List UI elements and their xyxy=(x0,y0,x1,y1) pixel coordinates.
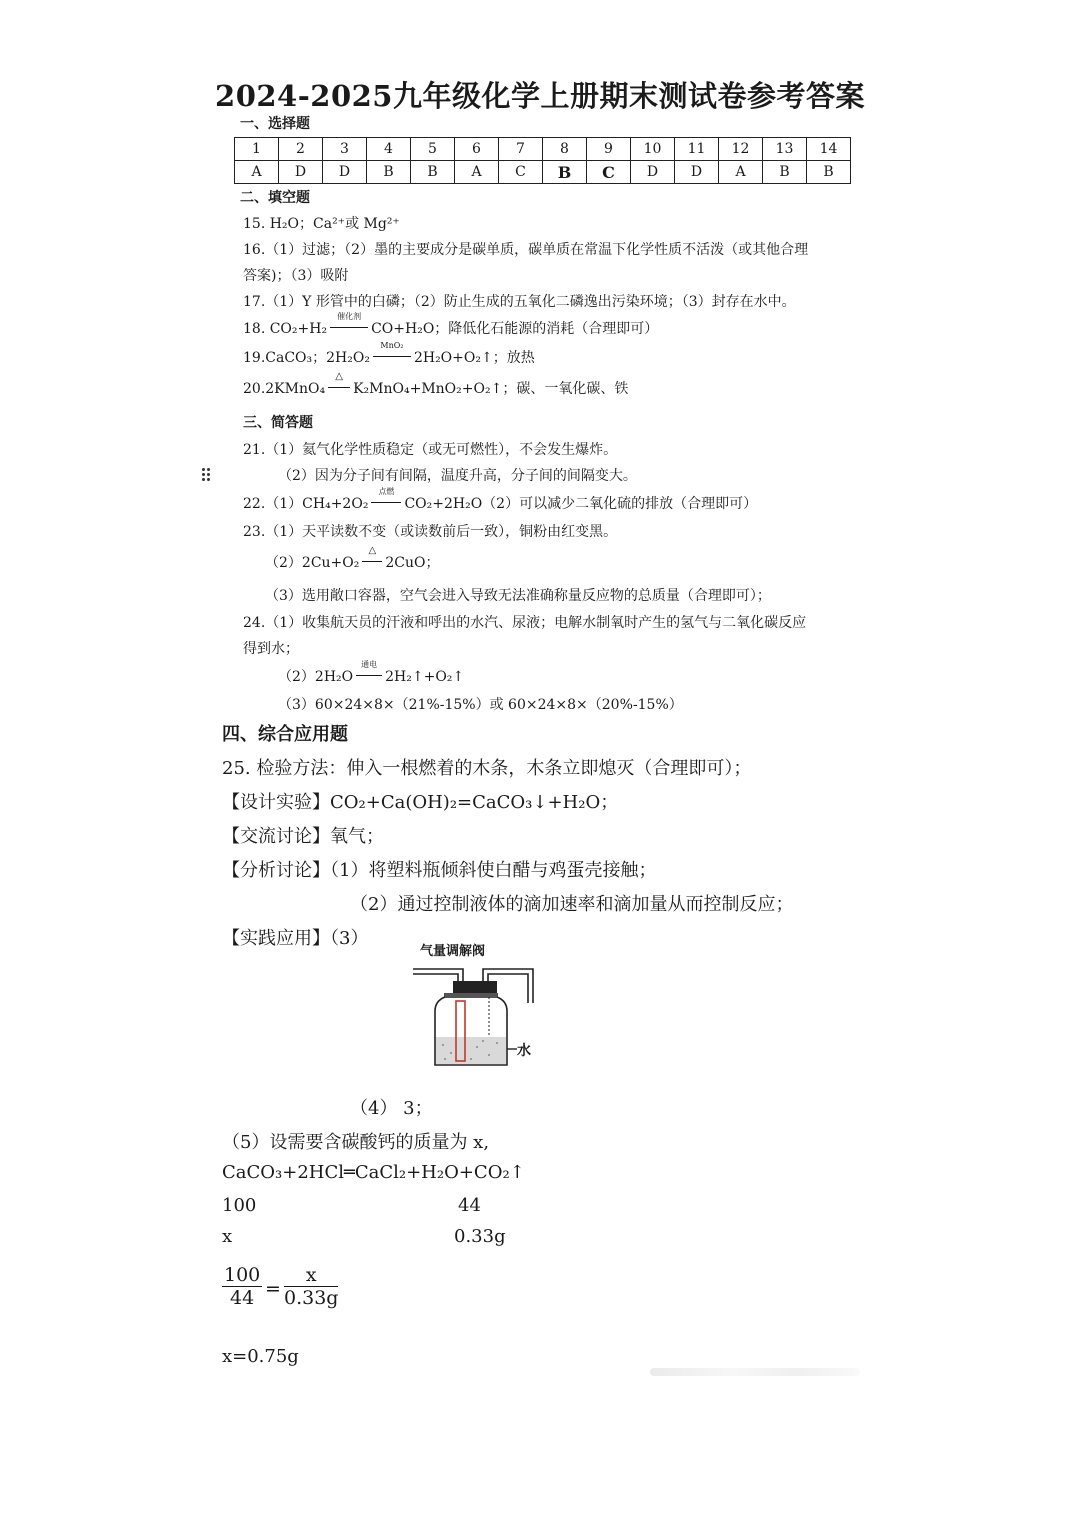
answer-19 xyxy=(243,341,535,367)
ratio-row2-right: 0.33g xyxy=(454,1226,506,1247)
rubber-stopper xyxy=(453,981,497,993)
answer-table xyxy=(234,137,851,184)
reaction-condition: 点燃 xyxy=(369,496,403,512)
table-cell: D xyxy=(279,161,323,184)
table-cell: 4 xyxy=(367,138,411,161)
table-cell: 11 xyxy=(675,138,719,161)
answer-24-1b: 得到水； xyxy=(243,641,299,657)
equation-right: CO+H₂O；降低化石能源的消耗（合理即可） xyxy=(371,321,659,337)
answer-17: 17.（1）Y 形管中的白磷；（2）防止生成的五氧化二磷逸出污染环境；（3）封存在水中。 xyxy=(243,294,796,310)
drag-handle-icon[interactable] xyxy=(202,468,212,484)
reaction-condition: 通电 xyxy=(354,669,384,685)
table-cell: D xyxy=(631,161,675,184)
water-label: 水 xyxy=(517,1043,531,1059)
answer-24-2 xyxy=(278,660,465,686)
table-cell: 9 xyxy=(587,138,631,161)
ratio-row1-left: 100 xyxy=(222,1195,257,1216)
table-cell: 13 xyxy=(763,138,807,161)
section-comprehensive-heading: 四、综合应用题 xyxy=(222,724,348,745)
answer-23-1: 23.（1）天平读数不变（或读数前后一致），铜粉由红变黑。 xyxy=(243,524,618,540)
section-choice-heading: 一、选择题 xyxy=(240,116,310,132)
answer-21-2: （2）因为分子间有间隔，温度升高，分子间的间隔变大。 xyxy=(278,468,637,484)
table-cell: 8 xyxy=(543,138,587,161)
answer-21-1: 21.（1）氦气化学性质稳定（或无可燃性），不会发生爆炸。 xyxy=(243,442,618,458)
table-cell: 6 xyxy=(455,138,499,161)
practice-application: 【实践应用】（3） xyxy=(222,928,369,949)
valve-label: 气量调解阀 xyxy=(420,944,486,959)
answer-25-5-intro: （5）设需要含碳酸钙的质量为 x, xyxy=(222,1132,490,1153)
answer-23-2 xyxy=(265,545,440,572)
equation-left: 22.（1）CH₄+2O₂ xyxy=(243,496,369,512)
chemical-equation: CaCO₃+2HCl═CaCl₂+H₂O+CO₂↑ xyxy=(222,1162,525,1183)
table-cell: 7 xyxy=(499,138,543,161)
equation-left: 20.2KMnO₄ xyxy=(243,381,326,397)
answer-22 xyxy=(243,487,758,513)
table-cell: C xyxy=(499,161,543,184)
ratio-row1-right: 44 xyxy=(458,1195,481,1216)
exchange-discussion: 【交流讨论】氧气； xyxy=(222,826,384,847)
design-experiment: 【设计实验】CO₂+Ca(OH)₂=CaCO₃↓+H₂O； xyxy=(222,792,619,813)
answer-16-line1: 16.（1）过滤；（2）墨的主要成分是碳单质，碳单质在常温下化学性质不活泼（或其他合理 xyxy=(243,242,809,258)
table-cell: B xyxy=(543,161,587,184)
equation-left: （2）2Cu+O₂ xyxy=(265,555,360,571)
section-fill-heading: 二、填空题 xyxy=(240,190,310,206)
equation-right: 2H₂↑+O₂↑ xyxy=(385,669,465,685)
inlet-tube-inner xyxy=(413,974,458,993)
answer-24-1a: 24.（1）收集航天员的汗液和呼出的水汽、尿液；电解水制氧时产生的氢气与二氧化碳反应 xyxy=(243,615,807,631)
reaction-condition: △ xyxy=(360,555,384,571)
table-cell: D xyxy=(675,161,719,184)
equation-right: 2CuO； xyxy=(385,555,440,571)
answer-20 xyxy=(243,371,629,398)
table-cell: A xyxy=(719,161,763,184)
answer-24-3: （3）60×24×8×（21%-15%）或 60×24×8×（20%-15%） xyxy=(278,697,683,713)
equation-right: 2H₂O+O₂↑；放热 xyxy=(413,350,535,366)
fraction-right: $\frac{x}{0.33g}$ xyxy=(284,1264,339,1309)
table-cell: 10 xyxy=(631,138,675,161)
answer-25-4: （4） 3； xyxy=(350,1098,433,1119)
table-cell: 2 xyxy=(279,138,323,161)
table-cell: 14 xyxy=(807,138,851,161)
equation-left: 19.CaCO₃；2H₂O₂ xyxy=(243,350,370,366)
equation-left: 18. CO₂+H₂ xyxy=(243,321,328,337)
table-cell: B xyxy=(807,161,851,184)
table-cell: 5 xyxy=(411,138,455,161)
table-cell: B xyxy=(763,161,807,184)
table-cell: D xyxy=(323,161,367,184)
answer-table-answers-row xyxy=(235,161,851,184)
reaction-condition: 催化剂 xyxy=(328,321,370,337)
reaction-condition: MnO₂ xyxy=(371,350,413,366)
equation-right: K₂MnO₄+MnO₂+O₂↑；碳、一氧化碳、铁 xyxy=(353,381,629,397)
table-cell: 12 xyxy=(719,138,763,161)
equation-left: （2）2H₂O xyxy=(278,669,354,685)
page-title: 2024-2025九年级化学上册期末测试卷参考答案 xyxy=(215,79,865,113)
ratio-row2-left: x xyxy=(222,1226,233,1247)
answer-18 xyxy=(243,312,659,338)
fraction-left: $\frac{100}{44}$ xyxy=(224,1264,261,1309)
table-cell: B xyxy=(411,161,455,184)
section-short-answer-heading: 三、简答题 xyxy=(243,415,313,431)
analysis-discussion-2: （2）通过控制液体的滴加速率和滴加量从而控制反应； xyxy=(350,894,794,915)
table-cell: C xyxy=(587,161,631,184)
answer-23-3: （3）选用敞口容器，空气会进入导致无法准确称量反应物的总质量（合理即可）； xyxy=(265,588,771,604)
answer-table-numbers-row xyxy=(235,138,851,161)
table-cell: 1 xyxy=(235,138,279,161)
answer-25: 25. 检验方法：伸入一根燃着的木条，木条立即熄灭（合理即可）； xyxy=(222,758,752,779)
equation-right: CO₂+2H₂O（2）可以减少二氧化硫的排放（合理即可） xyxy=(404,496,758,512)
analysis-discussion-1: 【分析讨论】（1）将塑料瓶倾斜使白醋与鸡蛋壳接触； xyxy=(222,860,657,881)
reaction-condition: △ xyxy=(326,381,352,397)
result: x=0.75g xyxy=(222,1346,299,1367)
watermark-smudge xyxy=(650,1368,860,1376)
table-cell: A xyxy=(455,161,499,184)
table-cell: A xyxy=(235,161,279,184)
table-cell: 3 xyxy=(323,138,367,161)
table-cell: B xyxy=(367,161,411,184)
fraction-equals: = xyxy=(265,1278,281,1300)
answer-16-line2: 答案)；（3）吸附 xyxy=(243,268,349,284)
answer-15: 15. H₂O；Ca²⁺或 Mg²⁺ xyxy=(243,216,400,232)
